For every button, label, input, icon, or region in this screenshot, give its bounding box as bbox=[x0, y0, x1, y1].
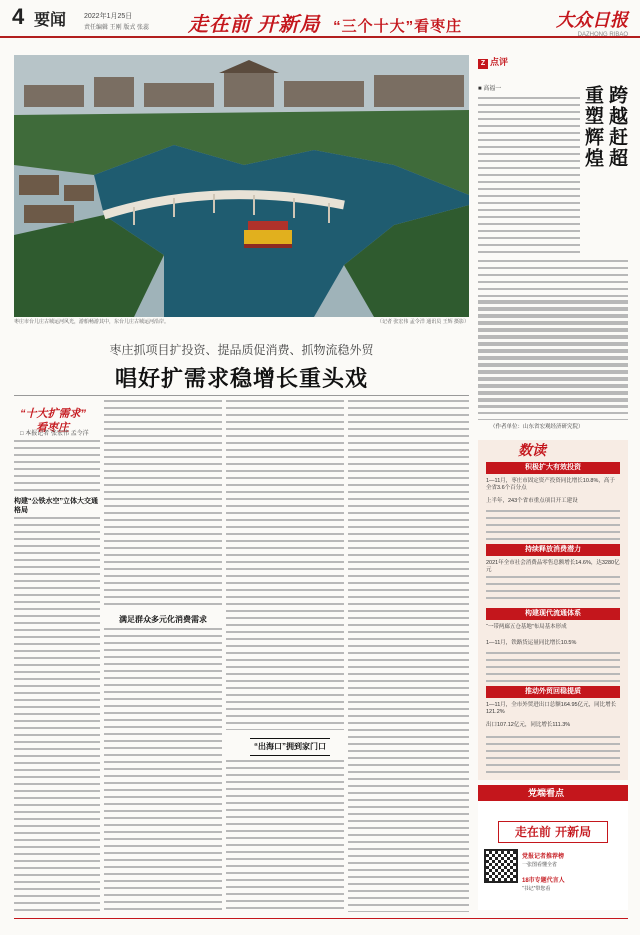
data-bar-investment: 积极扩大有效投资 bbox=[486, 462, 620, 474]
data-line-rail: 1—11月，铁路货运量同比增长10.5% bbox=[486, 640, 577, 646]
logo-text: 大众日报 bbox=[556, 10, 628, 31]
data-line-investment: 1—11月，枣庄市固定资产投资同比增长10.8%，高于全省3.6个百分点 bbox=[486, 478, 615, 491]
newspaper-logo bbox=[556, 6, 628, 38]
article-column-3 bbox=[226, 400, 344, 730]
data-line-export: 出口107.12亿元，同比增长111.3% bbox=[486, 722, 571, 728]
article-column-2-top bbox=[104, 400, 222, 610]
party-item-2-desc: “书记”带您看 bbox=[522, 886, 551, 892]
slogan-part2: “三个十大”看枣庄 bbox=[333, 18, 463, 35]
subhead-seaport: “出海口”拥到家门口 bbox=[250, 738, 330, 756]
issue-date: 2022年1月25日 bbox=[84, 13, 133, 20]
party-item-1-desc: 一张图看懂全省 bbox=[522, 862, 558, 868]
data-text-2 bbox=[486, 576, 620, 602]
article-kicker: 枣庄抓项目扩投资、提品质促消费、抓物流稳外贸 bbox=[109, 343, 374, 357]
commentary-tag: Z 点评 bbox=[478, 57, 510, 69]
ancient-town-canal-photo bbox=[14, 55, 469, 317]
article-column-1 bbox=[14, 517, 100, 912]
campaign-slogan bbox=[188, 8, 462, 37]
commentary-text-block bbox=[478, 97, 580, 257]
data-line-retail: 2021年全市社会消费品零售总额增长14.6%，达3280亿元 bbox=[486, 560, 620, 573]
qr-code-icon[interactable] bbox=[484, 849, 518, 883]
data-sidebar bbox=[478, 440, 628, 780]
page-footer-rule bbox=[14, 918, 628, 919]
data-text-4 bbox=[486, 736, 620, 774]
commentary-headline-line2: 重塑辉煌 bbox=[582, 85, 604, 169]
party-app-banner: 走在前 开新局 bbox=[498, 821, 608, 843]
page-number: 4 bbox=[12, 4, 25, 29]
data-text-1 bbox=[486, 510, 620, 540]
data-bar-logistics: 构建现代流通体系 bbox=[486, 608, 620, 620]
logo-subtext: DAZHONG RIBAO bbox=[577, 32, 628, 38]
party-app-box bbox=[478, 785, 628, 910]
article-column-4 bbox=[348, 400, 469, 912]
data-bar-trade: 推动外贸回稳提质 bbox=[486, 686, 620, 698]
photo-caption-row bbox=[14, 318, 469, 328]
photo-caption: 枣庄市台儿庄古城运河风光，游船畅游其中，东台儿庄古城运河沿岸。 bbox=[14, 319, 170, 325]
article-headline: 唱好扩需求稳增长重头戏 bbox=[114, 367, 368, 392]
article-column-1-top bbox=[14, 440, 100, 494]
data-bar-consumption: 持续释放消费潜力 bbox=[486, 544, 620, 556]
data-line-layout: “一带两廊五仓基地”布局基本形成 bbox=[486, 624, 567, 630]
editor-credits: 责任编辑 王刚 版式 张蕊 bbox=[84, 25, 150, 31]
masthead bbox=[0, 0, 640, 38]
data-text-3 bbox=[486, 652, 620, 682]
commentary-footer: （作者单位：山东省宏观经济研究院） bbox=[490, 424, 584, 430]
section-title: 要闻 bbox=[34, 12, 67, 29]
data-line-projects: 上半年，243个省市重点项目开工建设 bbox=[486, 498, 578, 504]
commentary-headline-line1: 跨越赶超 bbox=[606, 85, 628, 169]
data-sidebar-title: 数读 bbox=[518, 442, 546, 458]
series-label-line2: 看枣庄 bbox=[36, 422, 69, 434]
party-app-header: 党端看点 bbox=[478, 785, 628, 801]
lead-photo bbox=[14, 55, 469, 317]
commentary-headline bbox=[584, 85, 628, 169]
party-item-1-title[interactable]: 党报记者推荐榜 bbox=[522, 854, 565, 860]
slogan-part1: 走在前 开新局 bbox=[188, 14, 321, 36]
subhead-consumption: 满足群众多元化消费需求 bbox=[119, 615, 207, 624]
article-column-2 bbox=[104, 628, 222, 912]
subhead-transport: 构建“公铁水空”立体大交通格局 bbox=[14, 498, 98, 514]
article-byline: □ 本报记者 张宏伟 孟令洋 bbox=[20, 431, 89, 437]
commentary-text-continued bbox=[478, 300, 628, 420]
series-label-line1: “十大扩需求” bbox=[20, 408, 86, 420]
party-item-2-title[interactable]: 18市专题代言人 bbox=[522, 878, 565, 884]
commentary-author: ■ 高福一 bbox=[478, 86, 502, 92]
headline-rule bbox=[14, 395, 469, 396]
data-line-trade: 1—11月，全市外贸进出口总额164.95亿元，同比增长121.2% bbox=[486, 702, 617, 715]
photo-credit: （记者 张宏伟 孟令洋 通讯员 王辉 摄影） bbox=[377, 319, 469, 325]
article-column-3-bottom bbox=[226, 760, 344, 912]
commentary-tag-icon: Z bbox=[478, 59, 488, 69]
